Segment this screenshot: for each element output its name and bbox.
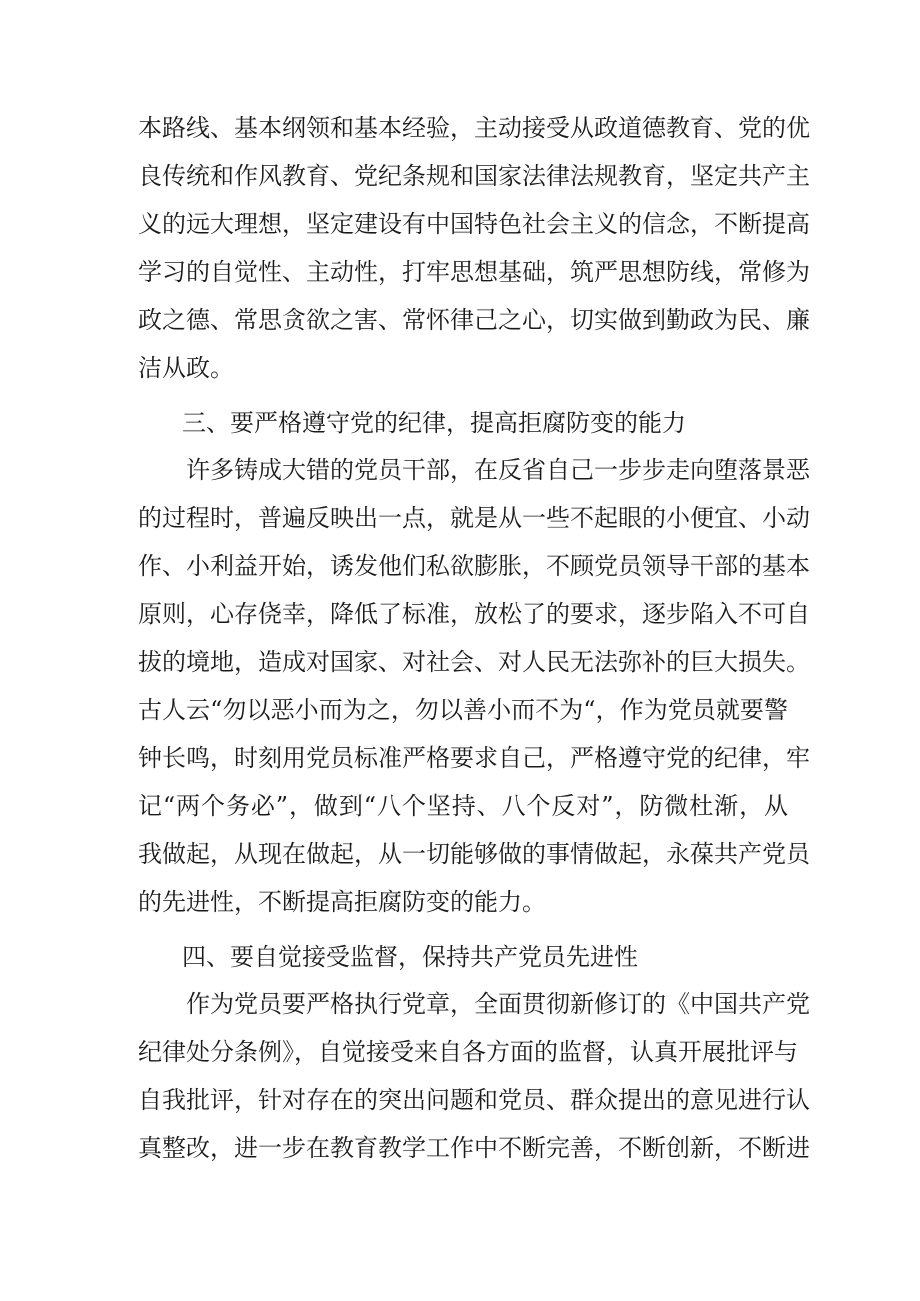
text-line: 自我批评，针对存在的突出问题和党员、群众提出的意见进行认 — [138, 1086, 810, 1114]
text-line: 的先进性，不断提高拒腐防变的能力。 — [138, 888, 546, 916]
text-line: 我做起，从现在做起，从一切能够做的事情做起，永葆共产党员 — [138, 840, 810, 868]
text-line: 原则，心存侥幸，降低了标准，放松了的要求，逐步陷入不可自 — [138, 600, 810, 628]
text-line: 纪律处分条例》，自觉接受来自各方面的监督，认真开展批评与 — [138, 1038, 798, 1066]
section-heading: 三、要严格遵守党的纪律，提高拒腐防变的能力 — [182, 409, 686, 437]
text-line: 拔的境地，造成对国家、对社会、对人民无法弥补的巨大损失。 — [138, 648, 810, 676]
text-line: 良传统和作风教育、党纪条规和国家法律法规教育，坚定共产主 — [138, 162, 810, 190]
text-line: 钟长鸣，时刻用党员标准严格要求自己，严格遵守党的纪律，牢 — [138, 744, 810, 772]
text-line: 作为党员要严格执行党章，全面贯彻新修订的《中国共产党 — [186, 990, 810, 1018]
text-line: 政之德、常思贪欲之害、常怀律己之心，切实做到勤政为民、廉 — [138, 306, 810, 334]
text-line: 真整改，进一步在教育教学工作中不断完善，不断创新，不断进 — [138, 1134, 810, 1162]
text-line: 洁从政。 — [138, 354, 234, 382]
text-line: 本路线、基本纲领和基本经验，主动接受从政道德教育、党的优 — [138, 114, 810, 142]
text-line: 义的远大理想，坚定建设有中国特色社会主义的信念，不断提高 — [138, 210, 810, 238]
section-heading: 四、要自觉接受监督，保持共产党员先进性 — [182, 943, 638, 971]
text-line: 许多铸成大错的党员干部，在反省自己一步步走向堕落景恶 — [186, 456, 810, 484]
text-line: 记“两个务必”，做到“八个坚持、八个反对”，防微杜渐，从 — [138, 792, 788, 820]
text-line: 古人云“勿以恶小而为之，勿以善小而不为“，作为党员就要警 — [138, 696, 788, 724]
text-line: 的过程时，普遍反映出一点，就是从一些不起眼的小便宜、小动 — [138, 504, 810, 532]
text-line: 学习的自觉性、主动性，打牢思想基础，筑严思想防线，常修为 — [138, 258, 810, 286]
text-line: 作、小利益开始，诱发他们私欲膨胀，不顾党员领导干部的基本 — [138, 552, 810, 580]
